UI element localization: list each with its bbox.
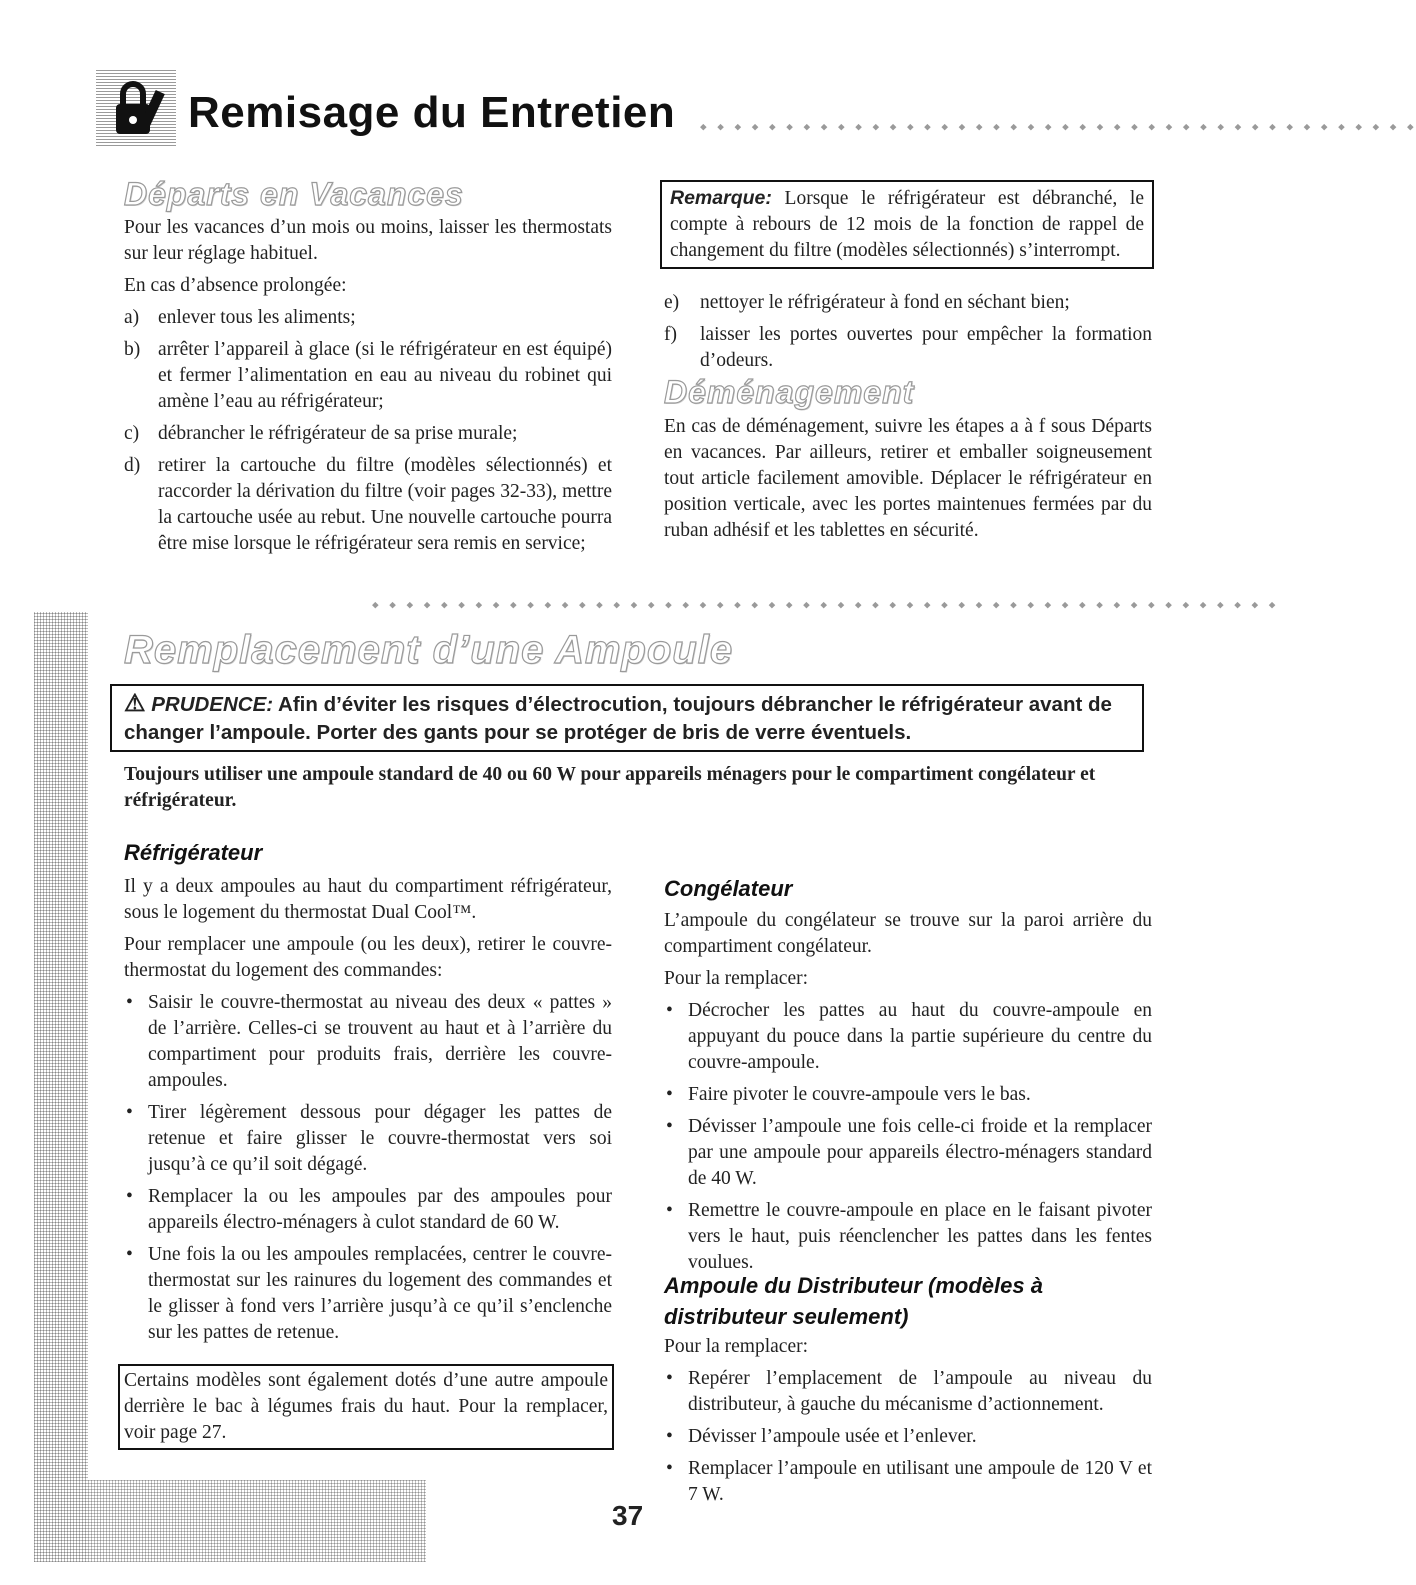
vacances-heading: Départs en Vacances [124,176,464,212]
header-dotted-rule: ◆ ◆ ◆ ◆ ◆ ◆ ◆ ◆ ◆ ◆ ◆ ◆ ◆ ◆ ◆ ◆ ◆ ◆ ◆ ◆ ◆ ◆ ◆ ◆ ◆ ◆ ◆ ◆ ◆ ◆ ◆ ◆ ◆ ◆ ◆ ◆ ◆ ◆ ◆ ◆ ◆ ◆ [700,120,1416,133]
congelateur-heading: Congélateur [664,876,793,901]
ampoule-heading: Remplacement d’une Ampoule [124,628,734,672]
list-item: e) nettoyer le réfrigérateur à fond en séchant bien; [664,292,1070,313]
list-item: • Décrocher les pattes au haut du couvre-ampoule en appuyant du pouce dans la partie supérieure du centre du couvre-ampoule. [666,1000,1152,1073]
decorative-side-bar [34,612,88,1562]
decorative-bottom-bar [34,1480,426,1562]
demenagement-heading: Déménagement [664,374,915,410]
header-icon [96,70,176,146]
refrigerateur-heading: Réfrigérateur [124,840,263,865]
prudence-box: ⚠ PRUDENCE: Afin d’éviter les risques d’électrocution, toujours débrancher le réfrigérateur avant de changer l’ampoule. Porter des gants pour se protéger de bris de verre éventuels. [110,684,1144,752]
list-item: • Remplacer l’ampoule en utilisant une ampoule de 120 V et 7 W. [666,1458,1152,1505]
list-item: d) retirer la cartouche du filtre (modèles sélectionnés) et raccorder la dérivation du filtre (voir pages 32-33), mettre la cartouche usée au rebut. Une nouvelle cartouche pourra être mise lorsque le réfrigérateur sera remis en service; [124,455,612,554]
list-item: • Dévisser l’ampoule une fois celle-ci froide et la remplacer par une ampoule pour appareils électro-ménagers standard de 40 W. [666,1116,1152,1189]
vacances-prolonged: En cas d’absence prolongée: [124,275,347,296]
vacances-list-cont [664,290,1152,380]
vacances-body [124,215,612,563]
section-dotted-rule: ◆ ◆ ◆ ◆ ◆ ◆ ◆ ◆ ◆ ◆ ◆ ◆ ◆ ◆ ◆ ◆ ◆ ◆ ◆ ◆ ◆ ◆ ◆ ◆ ◆ ◆ ◆ ◆ ◆ ◆ ◆ ◆ ◆ ◆ ◆ ◆ ◆ ◆ ◆ ◆ ◆ ◆ ◆ ◆ ◆ ◆ ◆ ◆ ◆ ◆ ◆ ◆ ◆ [372,598,1278,611]
vacances-intro: Pour les vacances d’un mois ou moins, laisser les thermostats sur leur réglage habituel. [124,217,612,264]
list-item: c) débrancher le réfrigérateur de sa prise murale; [124,423,518,444]
distributeur-body: Pour la remplacer: • Repérer l’emplacement de l’ampoule au niveau du distributeur, à gauche du mécanisme d’actionnement. • Dévisser l’ampoule usée et l’enlever. • Remplacer l’ampoule en utilisant une ampoule de 120 V et 7 W. [664,1334,1152,1514]
page-number: 37 [612,1500,644,1531]
refrigerateur-note: Certains modèles sont également dotés d’une autre ampoule derrière le bac à légumes frais du haut. Pour la remplacer, voir page 27. [118,1364,614,1450]
list-item: • Repérer l’emplacement de l’ampoule au niveau du distributeur, à gauche du mécanisme d’actionnement. [666,1368,1152,1415]
distributeur-heading: Ampoule du Distributeur (modèles à distributeur seulement) [664,1273,1043,1329]
lock-tools-icon [96,70,176,146]
list-item: • Remplacer la ou les ampoules par des ampoules pour appareils électro-ménagers à culot standard de 60 W. [126,1186,612,1233]
prudence-label: PRUDENCE: [151,693,274,716]
list-item: • Une fois la ou les ampoules remplacées, centrer le couvre-thermostat sur les rainures du logement des commandes et le glisser à fond vers l’arrière jusqu’à ce qu’il s’enclenche sur les pattes de retenue. [126,1244,612,1343]
list-item: b) arrêter l’appareil à glace (si le réfrigérateur en est équipé) et fermer l’alimentation en eau au niveau du robinet qui amène l’eau au réfrigérateur; [124,339,612,412]
list-item: • Tirer légèrement dessous pour dégager les pattes de retenue et faire glisser le couvre-thermostat vers soi jusqu’à ce qu’il soit dégagé. [126,1102,612,1175]
congelateur-body: L’ampoule du congélateur se trouve sur la paroi arrière du compartiment congélateur. Pour la remplacer: • Décrocher les pattes au haut du couvre-ampoule en appuyant du pouce dans la partie supérieure du centre du couvre-ampoule. • Faire pivoter le couvre-ampoule vers le bas. • Dévisser l’ampoule une fois celle-ci froide et la remplacer par une ampoule pour appareils électro-ménagers standard de 40 W. • Remettre le couvre-ampoule en place en le faisant pivoter vers le haut, puis réenclencher les pattes dans les fentes voulues. [664,908,1152,1282]
page-title: Remisage du Entretien [188,88,676,137]
list-item: f) laisser les portes ouvertes pour empêcher la formation d’odeurs. [664,324,1152,371]
remarque-label: Remarque: [670,187,772,209]
demenagement-text: En cas de déménagement, suivre les étapes a à f sous Départs en vacances. Par ailleurs, retirer et emballer soigneusement tout article facilement amovible. Déplacer le réfrigérateur en position verticale, avec les portes maintenues fermées par du ruban adhésif et les tablettes en sécurité. [664,416,1152,541]
ampoule-general: Toujours utiliser une ampoule standard de 40 ou 60 W pour appareils ménagers pour le compartiment congélateur et réfrigérateur. [124,764,1096,811]
list-item: • Dévisser l’ampoule usée et l’enlever. [666,1426,977,1447]
list-item: • Remettre le couvre-ampoule en place en le faisant pivoter vers le haut, puis réenclencher les pattes dans les fentes voulues. [666,1200,1152,1273]
warning-icon: ⚠ [124,690,146,717]
list-item: • Faire pivoter le couvre-ampoule vers le bas. [666,1084,1031,1105]
refrigerateur-body: Il y a deux ampoules au haut du compartiment réfrigérateur, sous le logement du thermostat Dual Cool™. Pour remplacer une ampoule (ou les deux), retirer le couvre-thermostat du logement des commandes: • Saisir le couvre-thermostat au niveau des deux « pattes » de l’arrière. Celles-ci se trouvent au haut et à l’arrière du compartiment pour produits frais, derrière les couvre-ampoules. • Tirer légèrement dessous pour dégager les pattes de retenue et faire glisser le couvre-thermostat vers soi jusqu’à ce qu’il soit dégagé. • Remplacer la ou les ampoules par des ampoules pour appareils électro-ménagers à culot standard de 60 W. • Une fois la ou les ampoules remplacées, centrer le couvre-thermostat sur les rainures du logement des commandes et le glisser à fond vers l’arrière jusqu’à ce qu’il s’enclenche sur les pattes de retenue. [124,874,612,1352]
list-item: • Saisir le couvre-thermostat au niveau des deux « pattes » de l’arrière. Celles-ci se trouvent au haut et à l’arrière du compartiment pour produits frais, derrière les couvre-ampoules. [126,992,612,1091]
list-item: a) enlever tous les aliments; [124,307,356,328]
remarque-note: Remarque: Lorsque le réfrigérateur est débranché, le compte à rebours de 12 mois de la fonction de rappel de changement du filtre (modèles sélectionnés) s’interrompt. [660,180,1154,269]
